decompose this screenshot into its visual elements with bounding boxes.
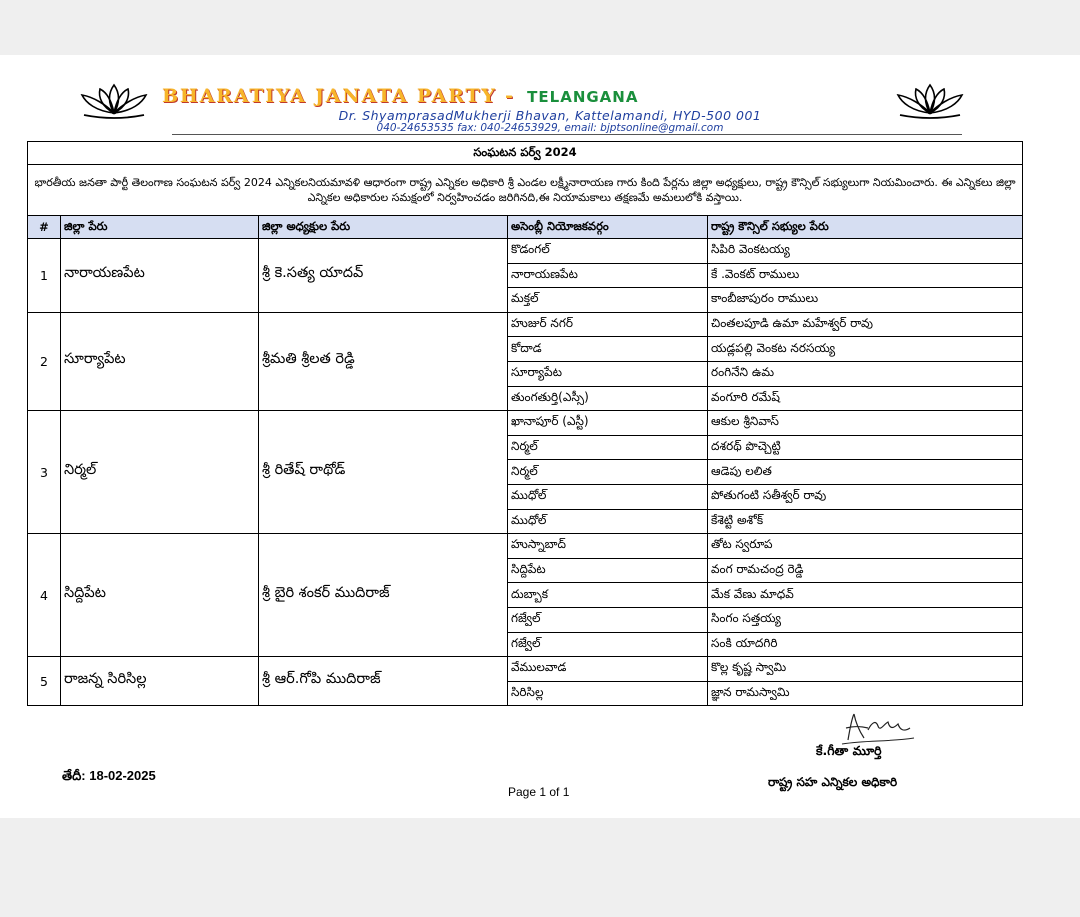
assembly-constituency: నిర్మల్ <box>508 435 708 460</box>
council-member-name: మేక వేణు మాధవ్ <box>708 583 1023 608</box>
table-header-row <box>28 216 1023 239</box>
assembly-constituency: తుంగతుర్తి(ఎస్సీ) <box>508 386 708 411</box>
column-header-constituency: అసెంబ్లీ నియోజకవర్గం <box>508 216 708 239</box>
column-header-president: జిల్లా అధ్యక్షుల పేరు <box>259 216 508 239</box>
council-member-name: ఆకుల శ్రీనివాస్ <box>708 411 1023 436</box>
assembly-constituency: ముధోల్ <box>508 509 708 534</box>
council-member-name: వంగూరి రమేష్ <box>708 386 1023 411</box>
council-member-name: యడ్లపల్లి వెంకట నరసయ్య <box>708 337 1023 362</box>
party-name: BHARATIYA JANATA PARTY - <box>162 85 515 107</box>
council-member-name: సింగం సత్తయ్య <box>708 607 1023 632</box>
council-member-name: ఆడెపు లలిత <box>708 460 1023 485</box>
row-number: 5 <box>28 657 61 706</box>
council-member-name: కే .వెంకట్ రాములు <box>708 263 1023 288</box>
table-row <box>28 657 1023 682</box>
assembly-constituency: మక్తల్ <box>508 288 708 313</box>
district-name: నిర్మల్ <box>61 411 259 534</box>
state-name: TELANGANA <box>527 88 639 106</box>
district-name: రాజన్న సిరిసిల్ల <box>61 657 259 706</box>
row-number: 2 <box>28 312 61 410</box>
district-president: శ్రీ ఆర్.గోపి ముదిరాజ్ <box>259 657 508 706</box>
signatory-role: రాష్ట్ర సహ ఎన్నికల అధికారి <box>768 775 898 789</box>
table-row <box>28 411 1023 436</box>
table-row <box>28 312 1023 337</box>
district-name: నారాయణపేట <box>61 239 259 313</box>
appointments-table <box>27 141 1023 706</box>
document-page <box>0 55 1080 818</box>
council-member-name: చింతలపూడి ఉమా మహేశ్వర్ రావు <box>708 312 1023 337</box>
office-contact: 040-24653535 fax: 040-24653929, email: bjptsonline@gmail.com <box>376 122 724 134</box>
assembly-constituency: దుబ్బాక <box>508 583 708 608</box>
assembly-constituency: గజ్వేల్ <box>508 632 708 657</box>
council-member-name: దశరథ్ పొచ్చెట్టి <box>708 435 1023 460</box>
district-president: శ్రీ కె.సత్య యాదవ్ <box>259 239 508 313</box>
council-member-name: సిపిరి వెంకటయ్య <box>708 239 1023 264</box>
assembly-constituency: గజ్వేల్ <box>508 607 708 632</box>
row-number: 3 <box>28 411 61 534</box>
column-header-number: # <box>28 216 61 239</box>
row-number: 4 <box>28 534 61 657</box>
document-title: సంఘటన పర్వ్ 2024 <box>28 142 1023 165</box>
column-header-council-member: రాష్ట్ర కౌన్సిల్ సభ్యుల పేరు <box>708 216 1023 239</box>
council-member-name: తోట స్వరూప <box>708 534 1023 559</box>
table-row <box>28 534 1023 559</box>
district-president: శ్రీ బైరి శంకర్ ముదిరాజ్ <box>259 534 508 657</box>
assembly-constituency: హుజుర్ నగర్ <box>508 312 708 337</box>
document-date: తేదీ: 18-02-2025 <box>62 768 156 783</box>
assembly-constituency: నిర్మల్ <box>508 460 708 485</box>
council-member-name: కాంబీజాపురం రాములు <box>708 288 1023 313</box>
council-member-name: జ్ఞాన రామస్వామి <box>708 681 1023 706</box>
assembly-constituency: హుస్నాబాద్ <box>508 534 708 559</box>
row-number: 1 <box>28 239 61 313</box>
district-name: సిద్దిపేట <box>61 534 259 657</box>
header-divider <box>172 134 962 135</box>
district-president: శ్రీ రితేష్ రాథోడ్ <box>259 411 508 534</box>
assembly-constituency: నారాయణపేట <box>508 263 708 288</box>
lotus-logo-icon <box>78 83 150 119</box>
intro-paragraph: భారతీయ జనతా పార్టీ తెలంగాణ సంఘటన పర్వ్ 2024 ఎన్నికలనియమావళి ఆధారంగా రాష్ట్ర ఎన్నికల అధికారి శ్రీ ఎండల లక్ష్మీనారాయణ గారు కింది పేర్లను జిల్లా అధ్యక్షులు, రాష్ట్ర కౌన్సిల్ సభ్యులుగా నియమించారు. ఈ ఎన్నికలు జిల్లా ఎన్నికల అధికారుల సమక్షంలో నిర్వహించడం జరిగినది,ఈ నియామకాలు తక్షణమే అమలులోకి వస్తాయి. <box>28 165 1023 216</box>
council-member-name: సంకి యాదగిరి <box>708 632 1023 657</box>
council-member-name: పోతుగంటి సతీశ్వర్ రావు <box>708 484 1023 509</box>
assembly-constituency: కోదాడ <box>508 337 708 362</box>
district-name: సూర్యాపేట <box>61 312 259 410</box>
party-name-heading <box>162 85 892 107</box>
assembly-constituency: సూర్యాపేట <box>508 361 708 386</box>
assembly-constituency: సిరిసిల్ల <box>508 681 708 706</box>
council-member-name: కేశెట్టి అశోక్ <box>708 509 1023 534</box>
table-row <box>28 239 1023 264</box>
council-member-name: వంగ రామచంద్ర రెడ్డి <box>708 558 1023 583</box>
office-address: Dr. ShyamprasadMukherji Bhavan, Kattelamandi, HYD-500 001 <box>338 108 762 123</box>
assembly-constituency: ముధోల్ <box>508 484 708 509</box>
signatory-name: కే.గీతా మూర్తి <box>816 743 882 758</box>
council-member-name: రంగినేని ఉమ <box>708 361 1023 386</box>
council-member-name: కొల్ల కృష్ణ స్వామి <box>708 657 1023 682</box>
column-header-district: జిల్లా పేరు <box>61 216 259 239</box>
assembly-constituency: సిద్దిపేట <box>508 558 708 583</box>
district-president: శ్రీమతి శ్రీలత రెడ్డి <box>259 312 508 410</box>
page-number: Page 1 of 1 <box>508 785 570 799</box>
assembly-constituency: ఖానాపూర్ (ఎస్టీ) <box>508 411 708 436</box>
assembly-constituency: కొడంగల్ <box>508 239 708 264</box>
assembly-constituency: వేములవాడ <box>508 657 708 682</box>
